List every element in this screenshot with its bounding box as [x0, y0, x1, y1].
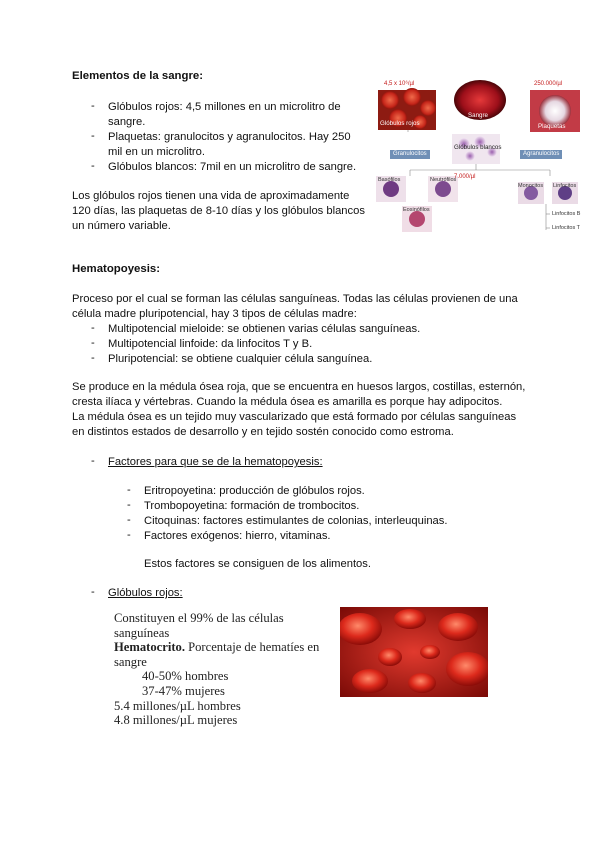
factor-citoquinas: Citoquinas: factores estimulantes de colonias, interleuquinas. [144, 515, 448, 527]
granulocitos-tag: Granulocitos [390, 150, 430, 159]
hema-intro-2: célula madre pluripotencial, hay 3 tipos de células madre: [72, 308, 357, 320]
bullet-dash: - [127, 529, 131, 541]
hematocrito-rest: Porcentaje de hematíes en [184, 640, 320, 655]
rbc-mujeres: 37-47% mujeres [142, 683, 225, 698]
bullet-pluripotencial: Pluripotencial: se obtiene cualquier célula sanguínea. [108, 353, 373, 365]
bullet-dash: - [91, 352, 95, 364]
bullet-dash: - [127, 514, 131, 526]
bullet-globulos-rojos-2: sangre. [108, 116, 146, 128]
rbc-section-title: Glóbulos rojos: [108, 587, 183, 599]
wbc-count-label: 7.000/µl [454, 174, 476, 180]
hema-para-3: La médula ósea es un tejido muy vascularizado que está formado por células sanguíneas [72, 411, 517, 423]
factor-exogenos: Factores exógenos: hierro, vitaminas. [144, 530, 331, 542]
hema-para-1: Se produce en la médula ósea roja, que se encuentra en huesos largos, costillas, esternón, [72, 381, 526, 393]
bullet-plaquetas-2: mil en un microlitro. [108, 146, 205, 158]
bullet-dash: - [91, 322, 95, 334]
para-vida-3: un número variable. [72, 220, 171, 232]
factor-eritropoyetina: Eritropoyetina: producción de glóbulos rojos. [144, 485, 365, 497]
hematocrito-bold: Hematocrito. [114, 640, 185, 655]
linfocitos-t-label: Linfocitos T [552, 225, 581, 231]
bullet-dash: - [91, 455, 95, 467]
platelet-count-label: 250.000/µl [534, 81, 563, 87]
blood-label: Sangre [468, 112, 488, 119]
rbc-photo-large [340, 607, 488, 697]
wbc-label: Glóbulos blancos [454, 144, 502, 151]
bullet-dash: - [127, 499, 131, 511]
bullet-dash: - [91, 130, 95, 142]
neutrofilos-label: Neutrófilos [430, 177, 457, 183]
factor-trombopoyetina: Trombopoyetina: formación de trombocitos. [144, 500, 360, 512]
factors-title: Factores para que se de la hematopoyesis: [108, 456, 323, 468]
hema-para-4: en distintos estados de desarrollo y en tejido sostén conocido como estroma. [72, 426, 454, 438]
blood-composition-diagram [370, 80, 590, 240]
section-title-elementos: Elementos de la sangre: [72, 70, 204, 82]
rbc-photo-graphic [340, 607, 488, 697]
bullet-globulos-rojos-1: Glóbulos rojos: 4,5 millones en un microlitro de [108, 101, 341, 113]
rbc-line-2: sanguíneas [114, 625, 170, 640]
monocitos-label: Monocitos [518, 183, 544, 189]
rbc-hombres: 40-50% hombres [142, 669, 229, 684]
bullet-dash: - [91, 337, 95, 349]
rbc-label: Glóbulos rojos [380, 120, 420, 127]
bullet-dash: - [91, 100, 95, 112]
rbc-text-image [114, 611, 334, 728]
section-title-hematopoyesis: Hematopoyesis: [72, 263, 160, 275]
factors-note: Estos factores se consiguen de los alimentos. [144, 558, 371, 570]
bullet-mieloide: Multipotencial mieloide: se obtienen varias células sanguíneas. [108, 323, 421, 335]
platelet-label: Plaquetas [538, 123, 566, 130]
bullet-dash: - [91, 160, 95, 172]
bullet-dash: - [127, 484, 131, 496]
rbc-millones-hombres: 5.4 millones/µL hombres [114, 698, 241, 713]
hema-intro-1: Proceso por el cual se forman las células sanguíneas. Todas las células provienen de una [72, 293, 518, 305]
bullet-globulos-blancos: Glóbulos blancos: 7mil en un microlitro de sangre. [108, 161, 357, 173]
rbc-count-label: 4,5 x 10⁶/µl [384, 81, 415, 87]
bullet-plaquetas-1: Plaquetas: granulocitos y agranulocitos. Hay 250 [108, 131, 351, 143]
para-vida-1: Los glóbulos rojos tienen una vida de aproximadamente [72, 190, 350, 202]
agranulocitos-tag: Agranulocitos [520, 150, 562, 159]
rbc-hematocrito [114, 640, 334, 655]
bullet-linfoide: Multipotencial linfoide: da linfocitos T y B. [108, 338, 313, 350]
rbc-millones-mujeres: 4.8 millones/µL mujeres [114, 713, 238, 728]
basofilos-label: Basófilos [378, 177, 401, 183]
linfocitos-b-label: Linfocitos B [552, 211, 581, 217]
para-vida-2: 120 días, las plaquetas de 8-10 días y los glóbulos blancos [72, 205, 365, 217]
rbc-line-1: Constituyen el 99% de las células [114, 611, 284, 625]
eosinofilos-label: Eosinófilos [403, 207, 430, 213]
hema-para-2: cresta ilíaca y vértebras. Cuando la médula ósea es amarilla es porque hay adipocitos. [72, 396, 503, 408]
linfocitos-label: Linfocitos [553, 183, 577, 189]
rbc-sangre: sangre [114, 654, 147, 669]
bullet-dash: - [91, 586, 95, 598]
